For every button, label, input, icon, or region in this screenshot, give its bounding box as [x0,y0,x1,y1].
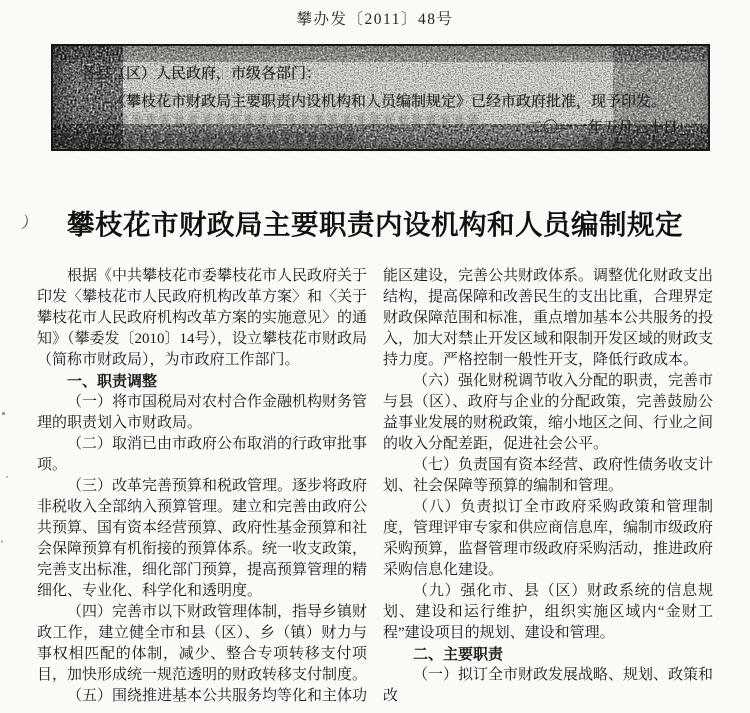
left-column [37,266,367,707]
doc-number: 攀办发〔2011〕48号 [296,11,454,28]
paragraph: （一）拟订全市财政发展战略、规划、政策和改 [383,667,714,704]
scan-speck [2,412,5,415]
body-columns [37,266,713,707]
scan-speck [1,540,3,543]
salutation-line: 各县（区）人民政府，市级各部门： [81,66,322,82]
paragraph: （六）强化财税调节收入分配的职责，完善市与县（区）、政府与企业的分配政策，完善鼓励公益事业发展的财税政策，缩小地区之间、行业之间的收入分配差距，促进社会公平。 [383,373,714,452]
notice-body-line: 《攀枝花市财政局主要职责内设机构和人员编制规定》已经市政府批准，现予印发。 [111,94,667,110]
paragraph: （二）取消已由市政府公布取消的行政审批事项。 [37,436,368,473]
paragraph: 根据《中共攀枝花市委攀枝花市人民政府关于印发〈攀枝花市人民政府机构改革方案〉和〈关于攀枝花市人民政府机构改革方案的实施意见〉的通知》（攀委发〔2010〕14号），设立攀枝花市财政局（简称市财政局），为市政府工作部门。 [37,268,368,368]
scan-smudge [63,114,483,126]
paragraph: （七）负责国有资本经营、政府性债务收支计划、社会保障等预算的编制和管理。 [383,457,714,494]
scan-speck [6,476,8,478]
right-column [383,266,713,707]
paragraph: （五）围绕推进基本公共服务均等化和主体功 [67,688,368,704]
section-heading: 二、主要职责 [413,646,504,663]
paragraph: （一）将市国税局对农村合作金融机构财务管理的职责划入市财政局。 [37,394,368,431]
paragraph: （九）强化市、县（区）财政系统的信息规划、建设和运行维护，组织实施区域内“金财工程”建设项目的规划、建设和管理。 [383,583,713,641]
paragraph-continuation: 能区建设，完善公共财政体系。调整优化财政支出结构，提高保障和改善民生的支出比重，合理界定财政保障范围和标准，重点增加基本公共服务的投入，加大对禁止开发区域和限制开发区域的财政支持力度。严格控制一般性开支，降低行政成本。 [383,268,714,368]
scan-smudge [69,141,629,151]
paragraph: （四）完善市以下财政管理体制，指导乡镇财政工作，建立健全市和县（区）、乡（镇）财力与事权相匹配的体制，减少、整合专项转移支付项目，加快形成统一规范透明的财政转移支付制度。 [37,604,368,683]
notice-date-line: 二〇一一年五月三十日 [527,120,678,136]
scan-smudge [582,136,702,148]
paragraph: （八）负责拟订全市政府采购政策和管理制度，管理评审专家和供应商信息库，编制市级政府采购预算，监督管理市级政府采购活动，推进政府采购信息化建设。 [383,499,714,578]
scan-artifact-mark: ） [19,214,40,235]
document-title: 攀枝花市财政局主要职责内设机构和人员编制规定 [67,209,683,240]
paragraph: （三）改革完善预算和税政管理。逐步将政府非税收入全部纳入预算管理。建立和完善由政府公共预算、国有资本经营预算、政府性基金预算和社会保障预算有机衔接的预算体系。统一收支政策，完善支出标准，细化部门预算，提高预算管理的精细化、专业化、科学化和透明度。 [37,478,368,599]
section-heading: 一、职责调整 [67,373,158,390]
notice-box [51,44,710,151]
